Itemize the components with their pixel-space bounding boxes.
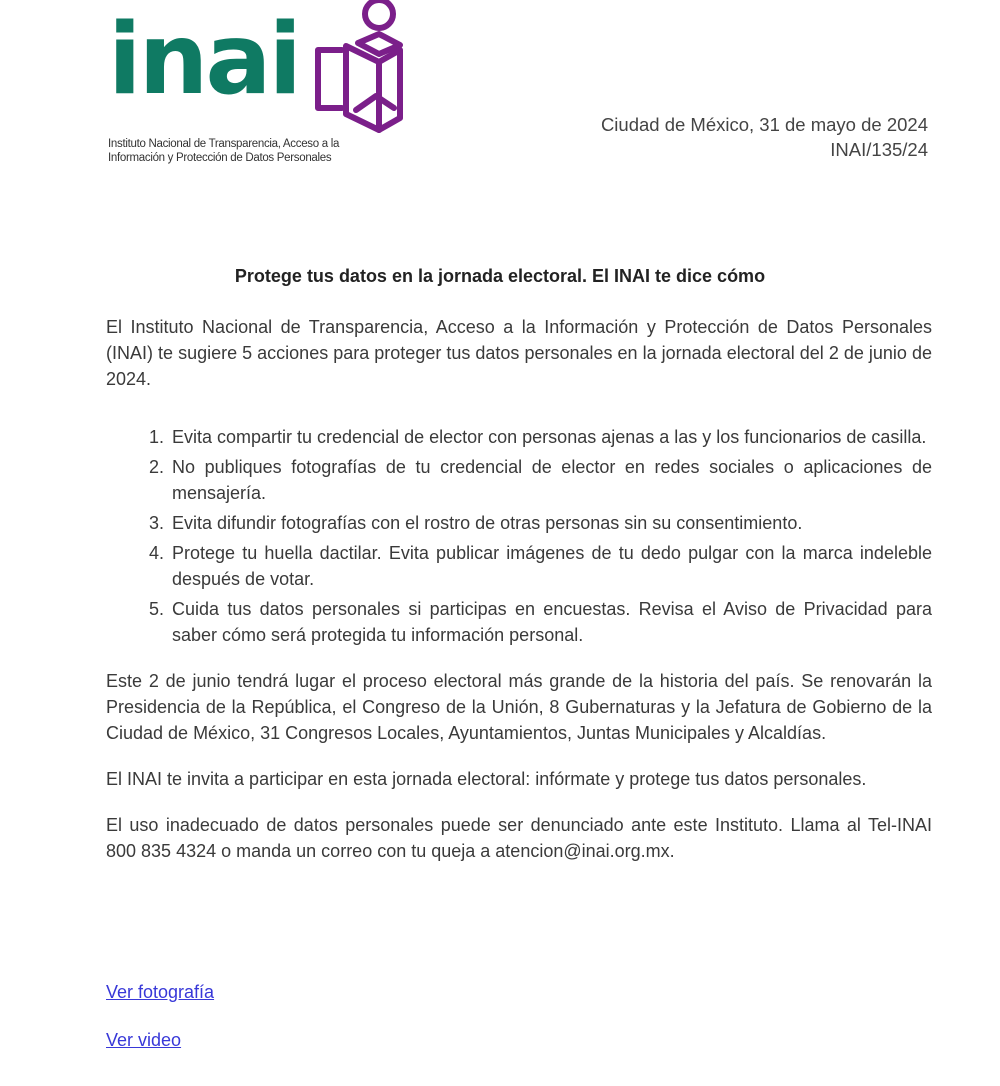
view-photo-link[interactable]: Ver fotografía: [106, 982, 215, 1002]
list-item: 2. No publiques fotografías de tu credencial de elector en redes sociales o aplicaciones de mensajería.: [169, 454, 932, 506]
list-item: 4. Protege tu huella dactilar. Evita publicar imágenes de tu dedo pulgar con la marca indeleble después de votar.: [169, 540, 932, 592]
list-item: 1. Evita compartir tu credencial de elector con personas ajenas a las y los funcionarios de casilla.: [169, 424, 932, 450]
article-body: [106, 314, 932, 864]
logo-wordmark: inai: [108, 3, 300, 117]
logo-subtitle-line2: Información y Protección de Datos Personales: [108, 152, 332, 164]
view-video-link[interactable]: Ver video: [106, 1030, 182, 1050]
dateline-block: [601, 112, 928, 162]
ballot-box-person-icon: [306, 0, 406, 135]
actions-list: [106, 424, 932, 648]
intro-paragraph: El Instituto Nacional de Transparencia, Acceso a la Información y Protección de Datos Personales (INAI) te sugiere 5 acciones para proteger tus datos personales en la jornada electoral del 2 de junio de 2024.: [106, 317, 932, 389]
page-title: Protege tus datos en la jornada electoral. El INAI te dice cómo: [234, 266, 766, 286]
dateline: Ciudad de México, 31 de mayo de 2024: [600, 114, 928, 135]
list-item: 5. Cuida tus datos personales si participas en encuestas. Revisa el Aviso de Privacidad para saber cómo será protegida tu información personal.: [169, 596, 932, 648]
reference-number: INAI/135/24: [830, 139, 928, 160]
logo-subtitle-line1: Instituto Nacional de Transparencia, Acceso a la: [108, 138, 340, 150]
list-item: 3. Evita difundir fotografías con el rostro de otras personas sin su consentimiento.: [169, 510, 932, 536]
election-paragraph: Este 2 de junio tendrá lugar el proceso electoral más grande de la historia del país. Se renovarán la Presidencia de la República, el Congreso de la Unión, 8 Gubernaturas y la Jefatura de Gobierno de la Ciudad de México, 31 Congresos Locales, Ayuntamientos, Juntas Municipales y Alcaldías.: [106, 671, 932, 743]
complaint-paragraph: El uso inadecuado de datos personales puede ser denunciado ante este Instituto. Llama al Tel-INAI 800 835 4324 o manda un correo con tu queja a atencion@inai.org.mx.: [106, 815, 932, 861]
logo-subtitle: [108, 137, 339, 165]
inai-logo: [108, 0, 408, 175]
invite-paragraph: El INAI te invita a participar en esta jornada electoral: infórmate y protege tus datos personales.: [106, 769, 867, 789]
